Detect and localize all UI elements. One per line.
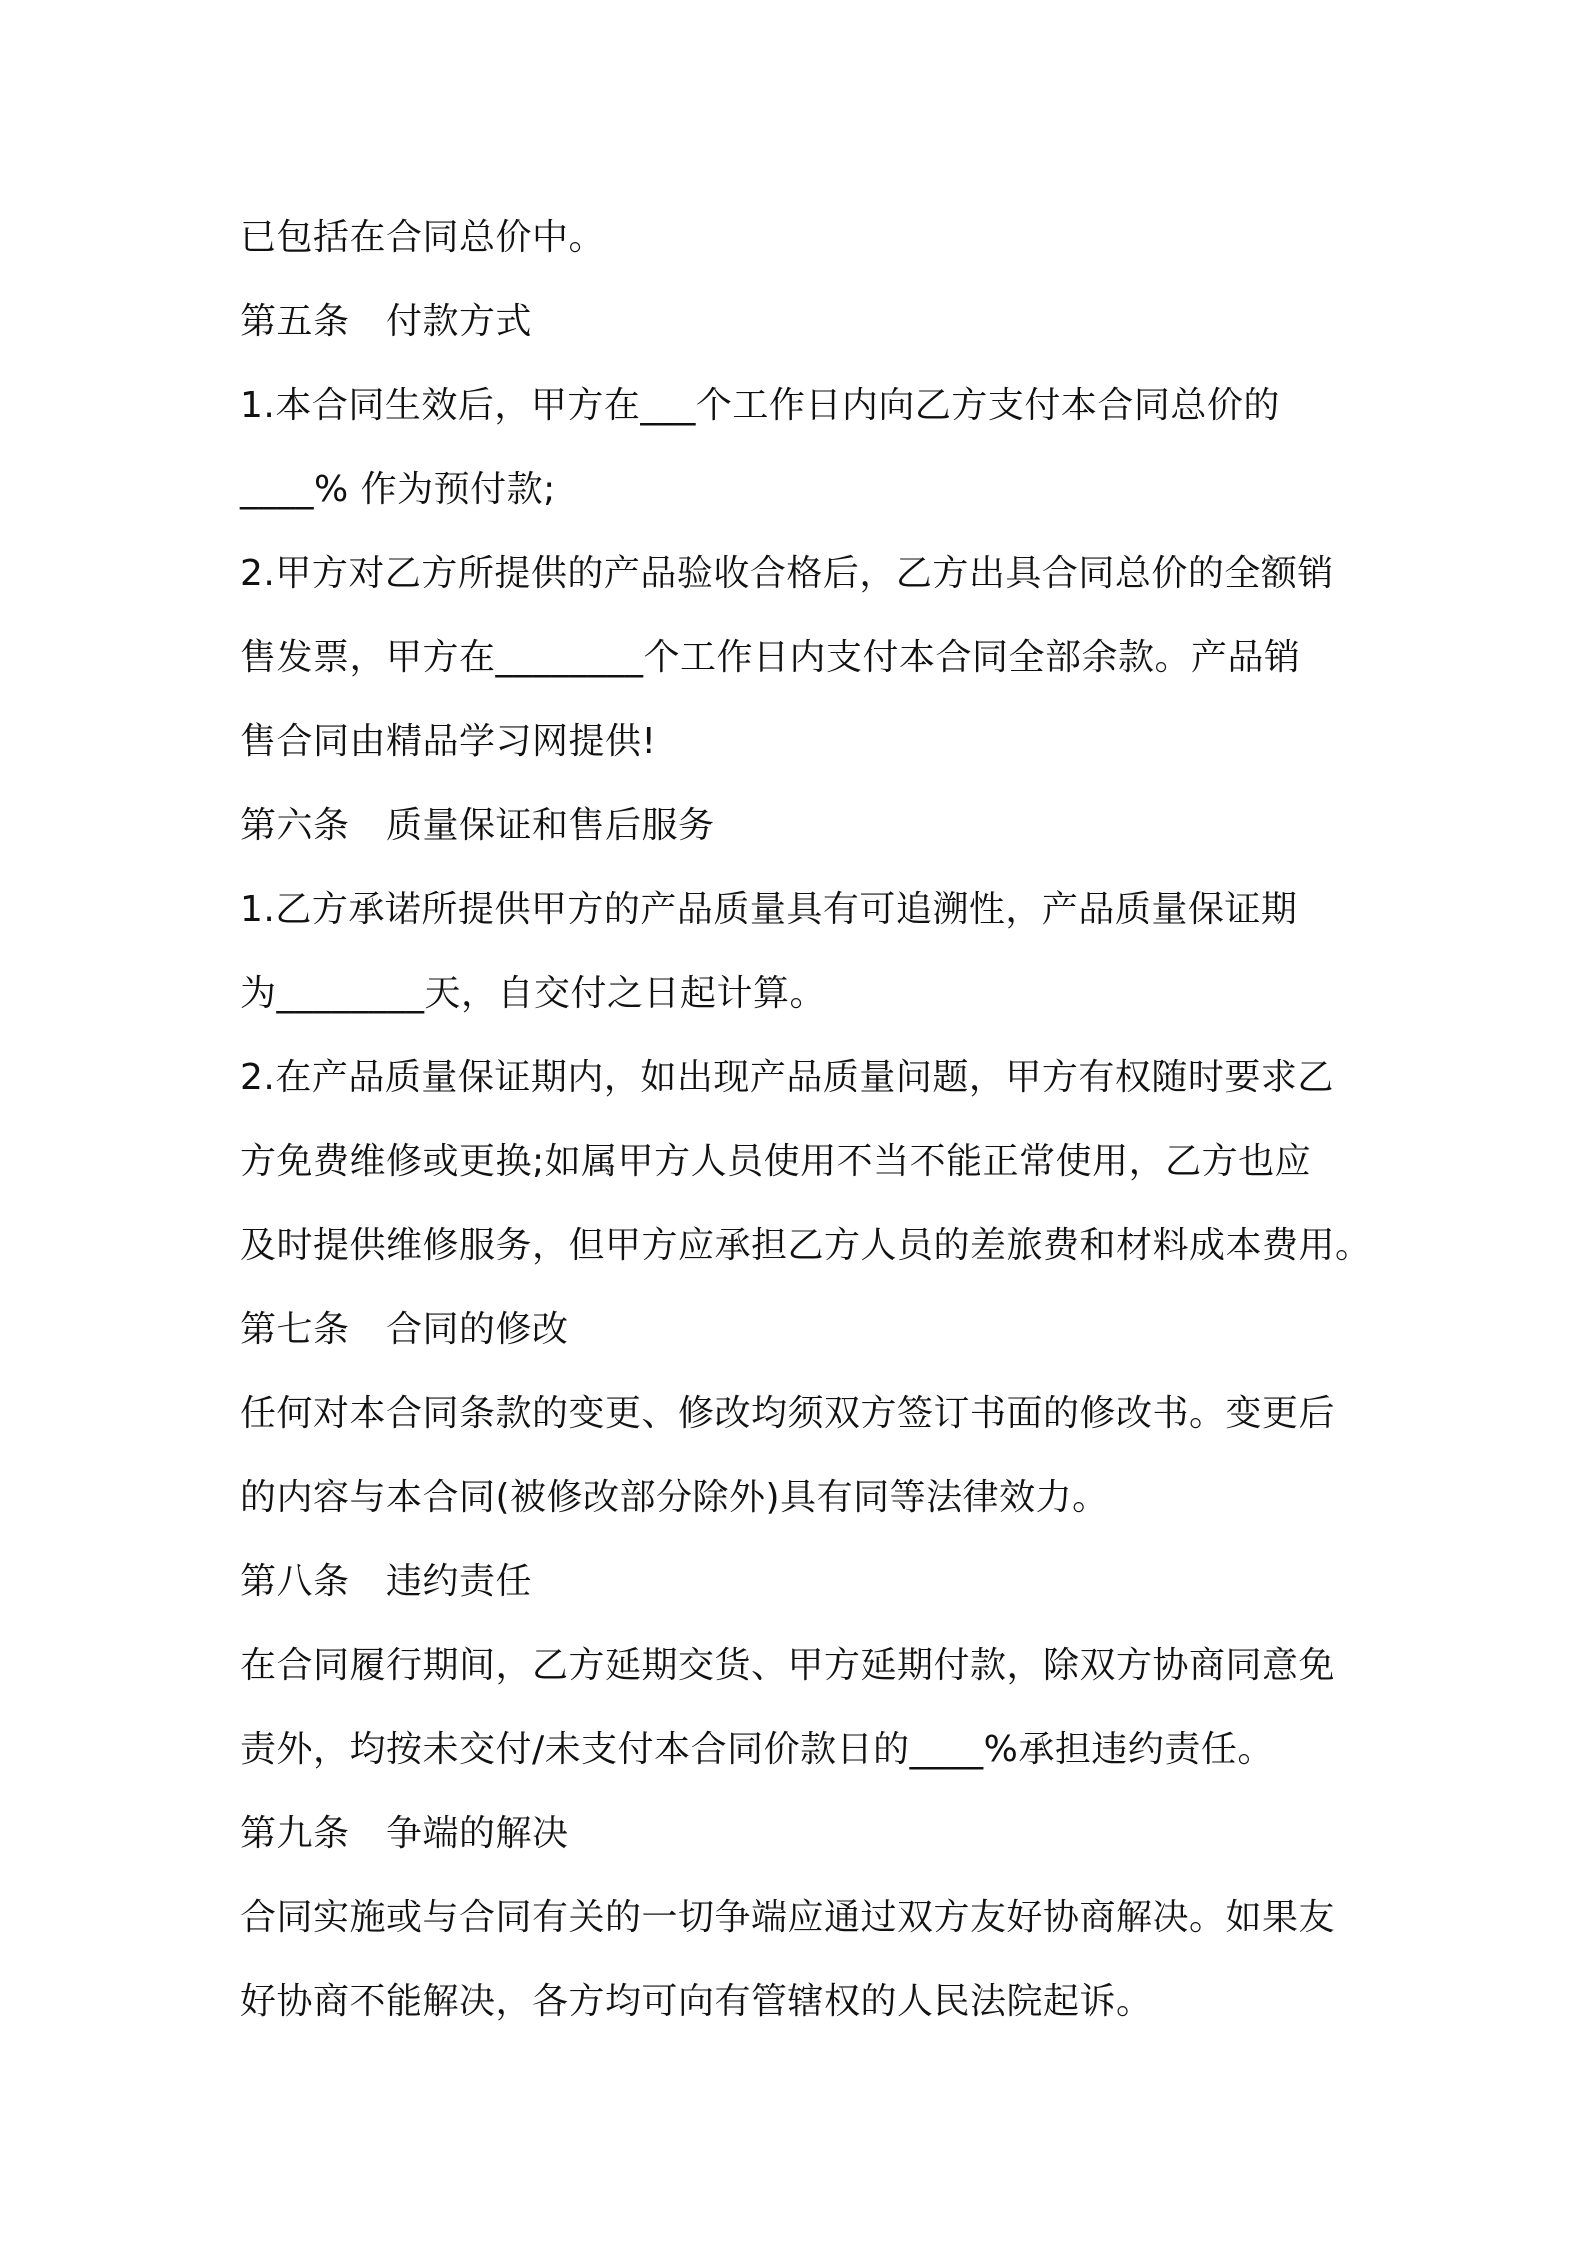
text-line: 售合同由精品学习网提供! [240,721,657,762]
text-line: 1.本合同生效后，甲方在___个工作日内向乙方支付本合同总价的 [240,385,1280,426]
article-heading-6: 第六条 质量保证和售后服务 [240,805,715,846]
text-line: ____% 作为预付款; [240,469,556,510]
article-heading-5: 第五条 付款方式 [240,301,533,342]
text-line: 为________天，自交付之日起计算。 [240,973,827,1014]
text-line: 任何对本合同条款的变更、修改均须双方签订书面的修改书。变更后 [240,1393,1336,1434]
article-heading-7: 第七条 合同的修改 [240,1309,569,1350]
document-body [240,196,1380,2044]
text-line: 责外，均按未交付/未支付本合同价款日的____%承担违约责任。 [240,1729,1274,1770]
text-line: 的内容与本合同(被修改部分除外)具有同等法律效力。 [240,1477,1109,1518]
text-line: 已包括在合同总价中。 [240,217,606,258]
article-heading-9: 第九条 争端的解决 [240,1813,569,1854]
text-line: 2.甲方对乙方所提供的产品验收合格后，乙方出具合同总价的全额销 [240,553,1334,594]
text-line: 2.在产品质量保证期内，如出现产品质量问题，甲方有权随时要求乙 [240,1057,1334,1098]
text-line: 售发票，甲方在________个工作日内支付本合同全部余款。产品销 [240,637,1301,678]
text-line: 方免费维修或更换;如属甲方人员使用不当不能正常使用，乙方也应 [240,1141,1312,1182]
text-line: 在合同履行期间，乙方延期交货、甲方延期付款，除双方协商同意免 [240,1645,1336,1686]
text-line: 好协商不能解决，各方均可向有管辖权的人民法院起诉。 [240,1981,1153,2022]
text-line: 合同实施或与合同有关的一切争端应通过双方友好协商解决。如果友 [240,1897,1336,1938]
article-heading-8: 第八条 违约责任 [240,1561,533,1602]
text-line: 1.乙方承诺所提供甲方的产品质量具有可追溯性，产品质量保证期 [240,889,1298,930]
text-line: 及时提供维修服务，但甲方应承担乙方人员的差旅费和材料成本费用。 [240,1225,1372,1266]
